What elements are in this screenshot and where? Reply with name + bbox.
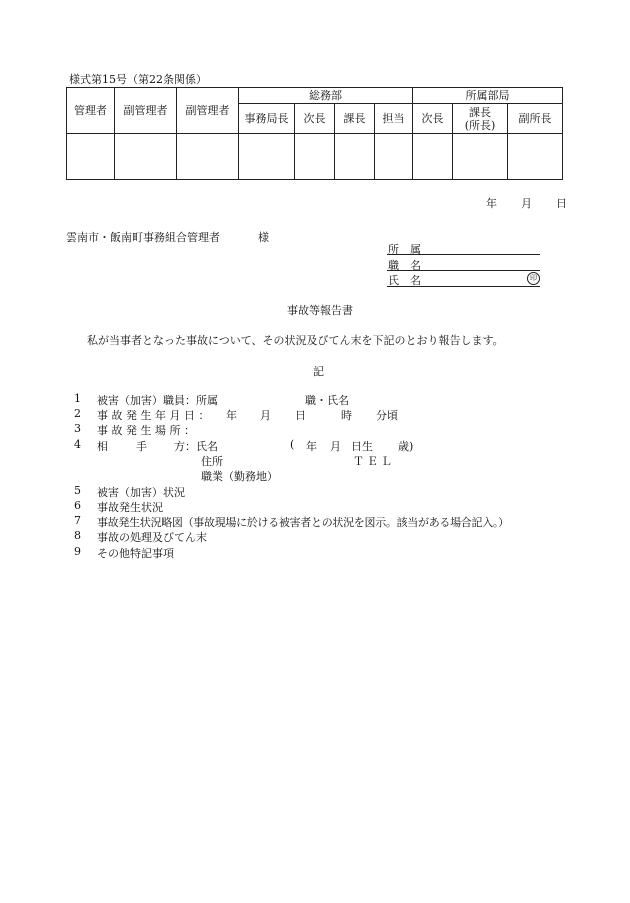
header-vice-admin-2: 副管理者 <box>177 88 239 134</box>
addressee: 雲南市・飯南町事務組合管理者 <box>66 231 220 244</box>
item-1-name-label: 職・氏名 <box>305 394 349 407</box>
item-2-minute: 分頃 <box>376 409 398 422</box>
date-month: 月 <box>521 197 532 210</box>
header-general-section-chief: 課長 <box>335 104 375 134</box>
item-7-number: 7 <box>74 514 81 527</box>
name-line[interactable] <box>387 286 540 287</box>
item-5-number: 5 <box>74 484 81 497</box>
intro-text: 私が当事者となった事故について、その状況及びてん末を下記のとおり報告します。 <box>87 334 504 347</box>
item-4-birth-year: 年 <box>306 440 317 453</box>
stamp-cell-general-section-chief[interactable] <box>335 134 375 180</box>
item-8-number: 8 <box>74 529 81 542</box>
stamp-cell-vice-admin-1[interactable] <box>115 134 177 180</box>
affiliation-line[interactable] <box>387 254 540 255</box>
item-4-label-b: 手 <box>136 440 147 453</box>
item-3-label: 事 故 発 生 場 所 ： <box>97 424 195 437</box>
stamp-cell-dept-section-chief[interactable] <box>453 134 508 180</box>
stamp-cell-dept-deputy[interactable] <box>413 134 453 180</box>
dept-section-chief-line2: (所長) <box>464 118 496 132</box>
item-4-paren-open: ( <box>290 438 295 451</box>
date-year: 年 <box>486 197 497 210</box>
stamp-cell-secretary-general[interactable] <box>239 134 295 180</box>
stamp-cell-dept-vice-director[interactable] <box>508 134 563 180</box>
item-8-label: 事故の処理及びてん末 <box>97 531 207 544</box>
name-label: 氏 名 <box>388 274 421 287</box>
stamp-cell-general-staff[interactable] <box>375 134 413 180</box>
ki-mark: 記 <box>313 365 324 378</box>
item-9-label: その他特記事項 <box>97 547 174 560</box>
approval-table <box>66 87 563 180</box>
affiliation-label: 所 属 <box>388 243 421 256</box>
item-4-birth-day: 日生 <box>351 440 373 453</box>
header-dept-vice-director: 副所長 <box>508 104 563 134</box>
header-secretary-general: 事務局長 <box>239 104 295 134</box>
document-title: 事故等報告書 <box>287 304 353 317</box>
item-2-year: 年 <box>226 409 237 422</box>
item-5-label: 被害（加害）状況 <box>97 486 185 499</box>
honorific: 様 <box>258 231 269 244</box>
header-general-staff: 担当 <box>375 104 413 134</box>
stamp-cell-admin[interactable] <box>67 134 115 180</box>
position-label: 職 名 <box>388 259 421 272</box>
item-4-age: 歳) <box>398 440 414 453</box>
form-number: 様式第15号（第22条関係） <box>69 73 207 86</box>
header-dept-deputy: 次長 <box>413 104 453 134</box>
item-4-occupation-label: 職業（勤務地） <box>201 470 278 483</box>
item-4-number: 4 <box>74 438 81 451</box>
header-vice-admin-1: 副管理者 <box>115 88 177 134</box>
header-general-affairs: 総務部 <box>239 88 413 104</box>
header-general-deputy: 次長 <box>295 104 335 134</box>
header-dept: 所属部局 <box>413 88 563 104</box>
stamp-cell-vice-admin-2[interactable] <box>177 134 239 180</box>
item-4-label-a: 相 <box>97 440 108 453</box>
item-6-number: 6 <box>74 499 81 512</box>
item-2-month: 月 <box>260 409 271 422</box>
item-2-label: 事 故 発 生 年 月 日 ： <box>97 409 210 422</box>
dept-section-chief-line1: 課長 <box>469 105 491 119</box>
item-4-address-label: 住所 <box>201 455 223 468</box>
item-2-number: 2 <box>74 407 81 420</box>
item-6-label: 事故発生状況 <box>97 501 163 514</box>
item-3-number: 3 <box>74 422 81 435</box>
header-dept-section-chief <box>453 104 508 134</box>
item-1-label: 被害（加害）職員：所属 <box>97 394 218 407</box>
item-4-label-c: 方：氏名 <box>174 440 218 453</box>
position-line[interactable] <box>387 270 540 271</box>
seal-mark: 印 <box>527 272 540 285</box>
item-1-number: 1 <box>74 392 81 405</box>
stamp-cell-general-deputy[interactable] <box>295 134 335 180</box>
header-admin: 管理者 <box>67 88 115 134</box>
item-9-number: 9 <box>74 545 81 558</box>
item-2-day: 日 <box>295 409 306 422</box>
item-2-hour: 時 <box>341 409 352 422</box>
item-4-birth-month: 月 <box>330 440 341 453</box>
item-7-label: 事故発生状況略図（事故現場に於ける被害者との状況を図示。該当がある場合記入。） <box>97 516 509 529</box>
item-4-tel-label: ＴＥＬ <box>353 455 395 468</box>
date-day: 日 <box>556 197 567 210</box>
